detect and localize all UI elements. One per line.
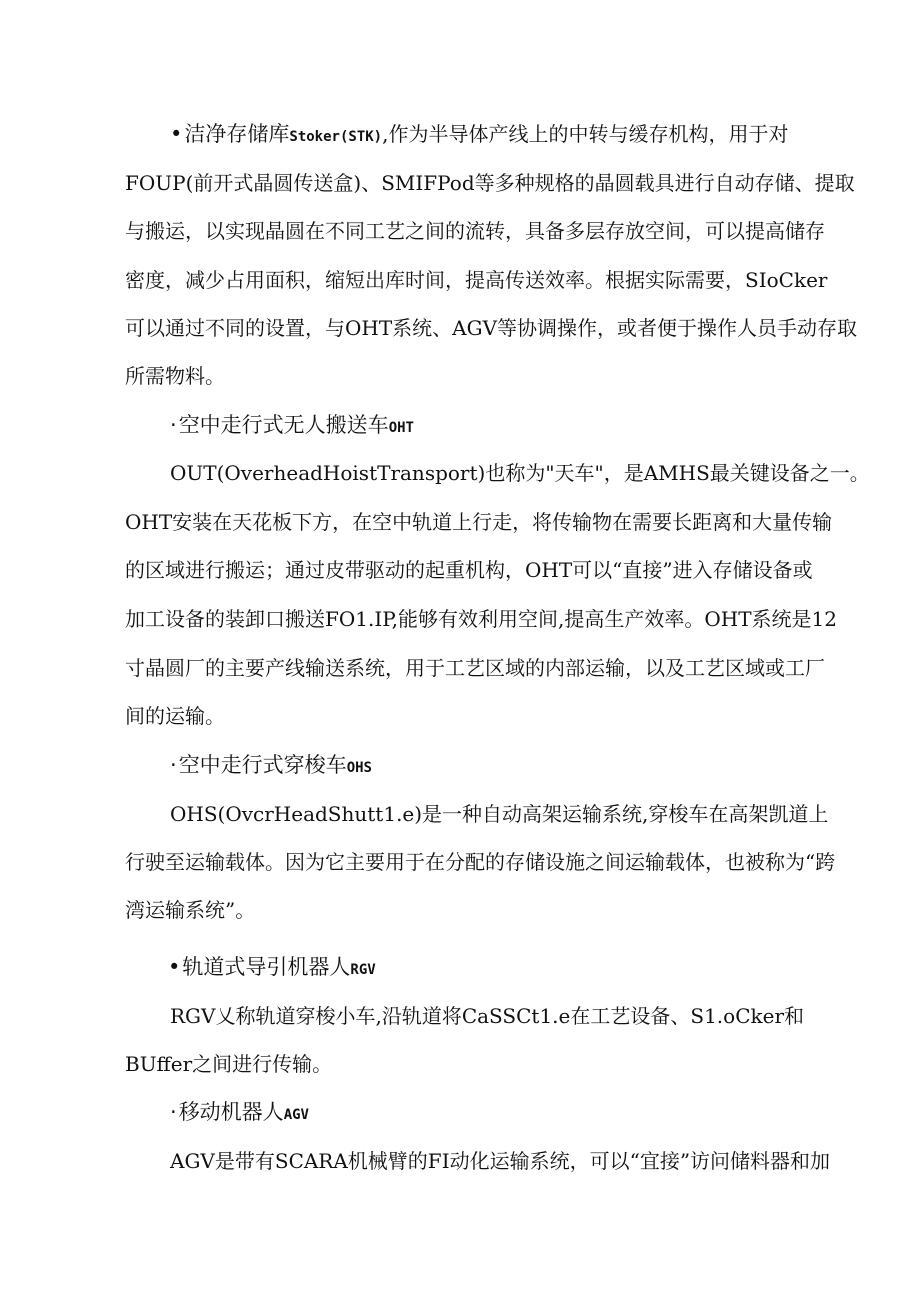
- paragraph-line: 密度，减少占用面积，缩短出库时间，提高传送效率。根据实际需要，SIoCker: [125, 268, 828, 292]
- heading-title: 空中走行式无人搬送车: [178, 413, 389, 437]
- heading-title: 洁净存储库: [184, 122, 290, 146]
- heading-title: 空中走行式穿梭车: [178, 753, 347, 777]
- bullet: •: [168, 955, 181, 979]
- section-heading-oht: [170, 413, 414, 440]
- paragraph-line: 所需物料。: [125, 364, 225, 388]
- paragraph-line: 寸晶圆厂的主要产线输送系统，用于工艺区域的内部运输，以及工艺区域或工厂: [125, 656, 825, 680]
- heading-code: AGV: [283, 1107, 309, 1123]
- paragraph-line: 加工设备的装卸口搬送FO1.IP,能够有效利用空间,提高生产效率。OHT系统是12: [125, 607, 838, 631]
- heading-title: 移动机器人: [178, 1100, 284, 1124]
- paragraph-line: FOUP(前开式晶圆传送盒)、SMIFPod等多种规格的晶圆载具进行自动存储、提取: [125, 171, 855, 195]
- paragraph-line: OHT安装在天花板下方，在空中轨道上行走，将传输物在需要长距离和大量传输: [125, 510, 833, 534]
- paragraph-line: 间的运输。: [125, 704, 225, 728]
- heading-code: OHS: [346, 760, 372, 776]
- heading-code: Stoker(STK): [289, 129, 383, 145]
- paragraph-line: 的区域进行搬运；通过皮带驱动的起重机构，OHT可以“直接”进入存储设备或: [125, 558, 813, 582]
- paragraph-line: AGV是带有SCARA机械臂的FI动化运输系统，可以“宜接”访问储料器和加: [170, 1149, 831, 1173]
- bullet: ·: [170, 1100, 177, 1124]
- section-heading-rgv: [168, 955, 376, 982]
- paragraph-line: RGV乂称轨道穿梭小车,沿轨道将CaSSCt1.e在工艺设备、S1.oCker和: [170, 1004, 805, 1028]
- bullet: ·: [170, 753, 177, 777]
- heading-title: 轨道式导引机器人: [182, 955, 351, 979]
- paragraph-line: OHS(OvcrHeadShutt1.e)是一种自动高架运输系统,穿梭车在高架凯道上: [170, 802, 829, 826]
- section-heading-ohs: [170, 753, 372, 780]
- section-heading-stocker: [170, 122, 788, 149]
- paragraph-line: 与搬运，以实现晶圆在不同工艺之间的流转，具备多层存放空间，可以提高储存: [125, 219, 825, 243]
- bullet: ·: [170, 413, 177, 437]
- heading-code: RGV: [350, 962, 376, 978]
- paragraph-line: 可以通过不同的设置，与OHT系统、AGV等协调操作，或者便于操作人员手动存取: [125, 316, 858, 340]
- paragraph-line: 行驶至运输载体。因为它主要用于在分配的存储设施之间运输载体，也被称为“跨: [125, 850, 836, 874]
- bullet: •: [170, 122, 183, 146]
- paragraph-line: OUT(OverheadHoistTransport)也称为"天车"，是AMHS最关键设备之一。: [170, 461, 870, 485]
- heading-code: OHT: [388, 420, 414, 436]
- paragraph-line: ,作为半导体产线上的中转与缓存机构，用于对: [382, 122, 789, 146]
- paragraph-line: 湾运输系统”。: [125, 898, 256, 922]
- section-heading-agv: [170, 1100, 309, 1127]
- paragraph-line: BUffer之间进行传输。: [125, 1052, 333, 1076]
